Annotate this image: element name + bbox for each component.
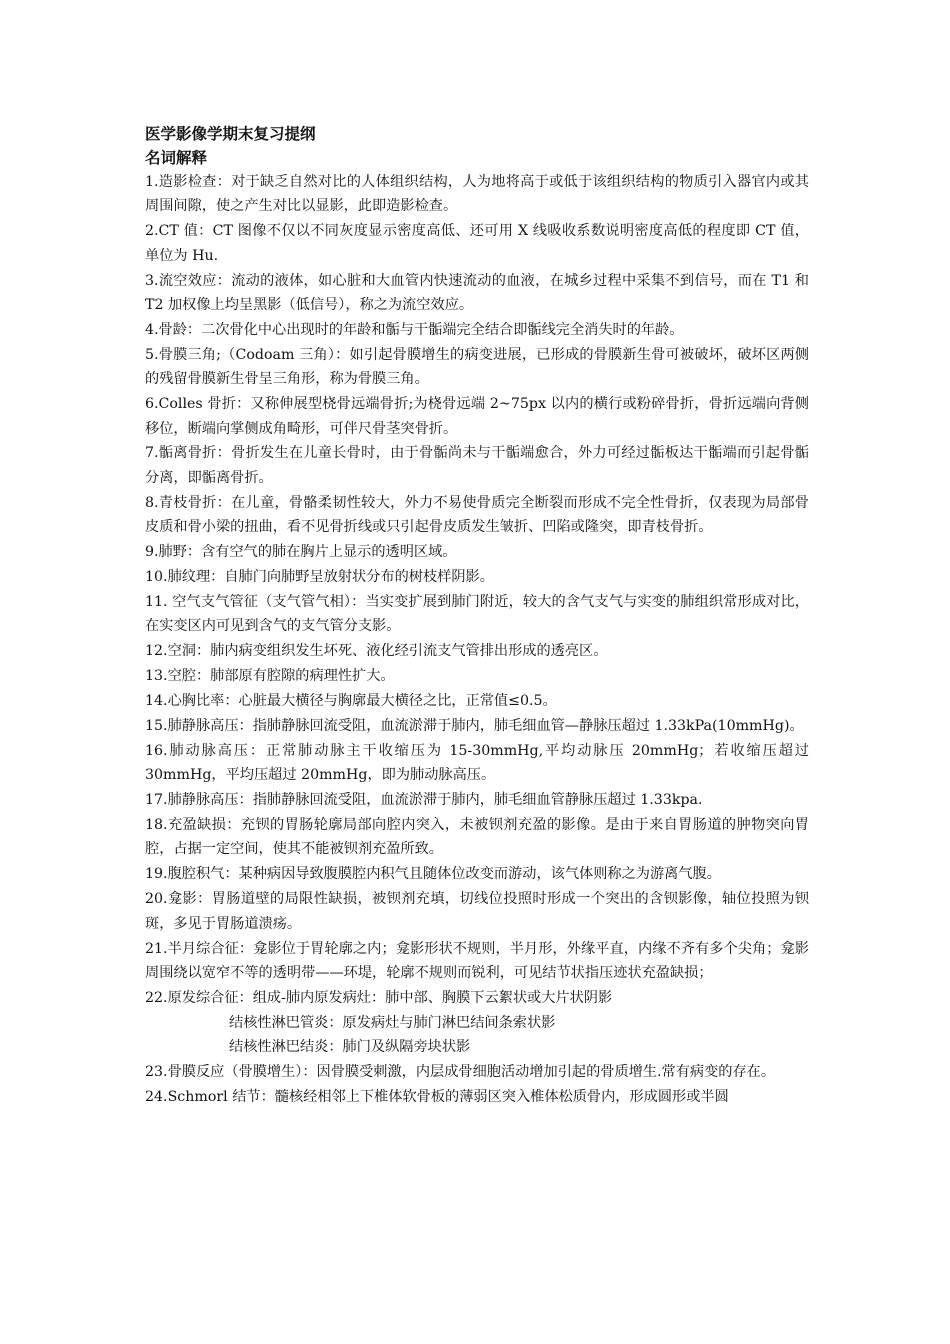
- term-entry-3: 3.流空效应：流动的液体，如心脏和大血管内快速流动的血液，在城乡过程中采集不到信号，而在 T1 和 T2 加权像上均呈黑影（低信号），称之为流空效应。: [145, 272, 809, 314]
- term-entry-17: 17.肺静脉高压：指肺静脉回流受阻，血流淤滞于肺内，肺毛细血管静脉压超过 1.33kpa.: [145, 792, 703, 809]
- term-entry-13: 13.空腔：肺部原有腔隙的病理性扩大。: [145, 668, 395, 685]
- term-entry-1: 1.造影检查：对于缺乏自然对比的人体组织结构，人为地将高于或低于该组织结构的物质引入器官内或其周围间隙，使之产生对比以显影，此即造影检查。: [145, 174, 809, 215]
- term-entry-19: 19.腹腔积气：某种病因导致腹膜腔内积气且随体位改变而游动，该气体则称之为游离气腹。: [145, 866, 721, 883]
- term-entry-22-subline-2: 结核性淋巴结炎：肺门及纵隔旁块状影: [229, 1039, 471, 1056]
- term-entry-22: 22.原发综合征：组成-肺内原发病灶：肺中部、胸膜下云絮状或大片状阴影: [145, 989, 613, 1006]
- term-entry-4: 4.骨龄：二次骨化中心出现时的年龄和骺与干骺端完全结合即骺线完全消失时的年龄。: [145, 321, 684, 338]
- term-entry-10: 10.肺纹理：自肺门向肺野呈放射状分布的树枝样阴影。: [145, 569, 494, 585]
- term-entry-8: 8.青枝骨折：在儿童，骨骼柔韧性较大，外力不易使骨质完全断裂而形成不完全性骨折，仅表现为局部骨皮质和骨小梁的扭曲，看不见骨折线或只引起骨皮质发生皱折、凹陷或隆突，即青枝骨折。: [145, 494, 809, 536]
- term-entry-11: 11. 空气支气管征（支气管气相）：当实变扩展到肺门附近，较大的含气支气与实变的肺组织常形成对比，在实变区内可见到含气的支气管分支影。: [145, 593, 809, 635]
- term-entry-21: 21.半月综合征：龛影位于胃轮廓之内；龛影形状不规则，半月形，外缘平直，内缘不齐有多个尖角；龛影周围绕以宽窄不等的透明带——环堤，轮廓不规则而锐利，可见结节状指压迹状充盈缺损；: [145, 940, 809, 981]
- term-entry-18: 18.充盈缺损：充钡的胃肠轮廓局部向腔内突入，未被钡剂充盈的影像。是由于来自胃肠道的肿物突向胃腔，占据一定空间，使其不能被钡剂充盈所致。: [145, 817, 809, 858]
- term-entry-9: 9.肺野：含有空气的肺在胸片上显示的透明区域。: [145, 544, 457, 561]
- term-entry-7: 7.骺离骨折：骨折发生在儿童长骨时，由于骨骺尚未与干骺端愈合，外力可经过骺板达干骺端而引起骨骺分离，即骺离骨折。: [145, 445, 809, 486]
- term-entry-23: 23.骨膜反应（骨膜增生）：因骨膜受刺激，内层成骨细胞活动增加引起的骨质增生.常有病变的存在。: [145, 1063, 776, 1080]
- term-entry-20: 20.龛影：胃肠道壁的局限性缺损，被钡剂充填，切线位投照时形成一个突出的含钡影像，轴位投照为钡斑，多见于胃肠道溃疡。: [145, 891, 809, 932]
- term-entry-14: 14.心胸比率：心脏最大横径与胸廓最大横径之比，正常值≤0.5。: [145, 693, 557, 710]
- term-entry-5: 5.骨膜三角;（Codoam 三角）：如引起骨膜增生的病变进展，已形成的骨膜新生骨可被破坏，破坏区两侧的残留骨膜新生骨呈三角形，称为骨膜三角。: [145, 346, 809, 388]
- term-entry-15: 15.肺静脉高压：指肺静脉回流受阻，血流淤滞于肺内，肺毛细血管—静脉压超过 1.33kPa(10mmHg)。: [145, 717, 804, 734]
- term-entry-6: 6.Colles 骨折：又称伸展型桡骨远端骨折;为桡骨远端 2~75px 以内的横行或粉碎骨折，骨折远端向背侧移位，断端向掌侧成角畸形，可伴尺骨茎突骨折。: [145, 396, 809, 437]
- term-entry-2: 2.CT 值：CT 图像不仅以不同灰度显示密度高低、还可用 X 线吸收系数说明密度高低的程度即 CT 值，单位为 Hu.: [145, 223, 809, 264]
- term-list: [145, 170, 809, 1109]
- term-entry-12: 12.空洞：肺内病变组织发生坏死、液化经引流支气管排出形成的透亮区。: [145, 643, 608, 660]
- term-entry-16: 16.肺动脉高压：正常肺动脉主干收缩压为 15-30mmHg,平均动脉压 20mmHg；若收缩压超过 30mmHg，平均压超过 20mmHg，即为肺动脉高压。: [145, 742, 809, 784]
- document-page: [145, 122, 809, 1109]
- document-title: 医学影像学期末复习提纲: [145, 125, 316, 143]
- term-entry-22-subline-1: 结核性淋巴管炎：原发病灶与肺门淋巴结间条索状影: [229, 1014, 556, 1031]
- section-heading: 名词解释: [145, 149, 208, 167]
- term-entry-24: 24.Schmorl 结节：髓核经相邻上下椎体软骨板的薄弱区突入椎体松质骨内，形成圆形或半圆: [145, 1088, 729, 1105]
